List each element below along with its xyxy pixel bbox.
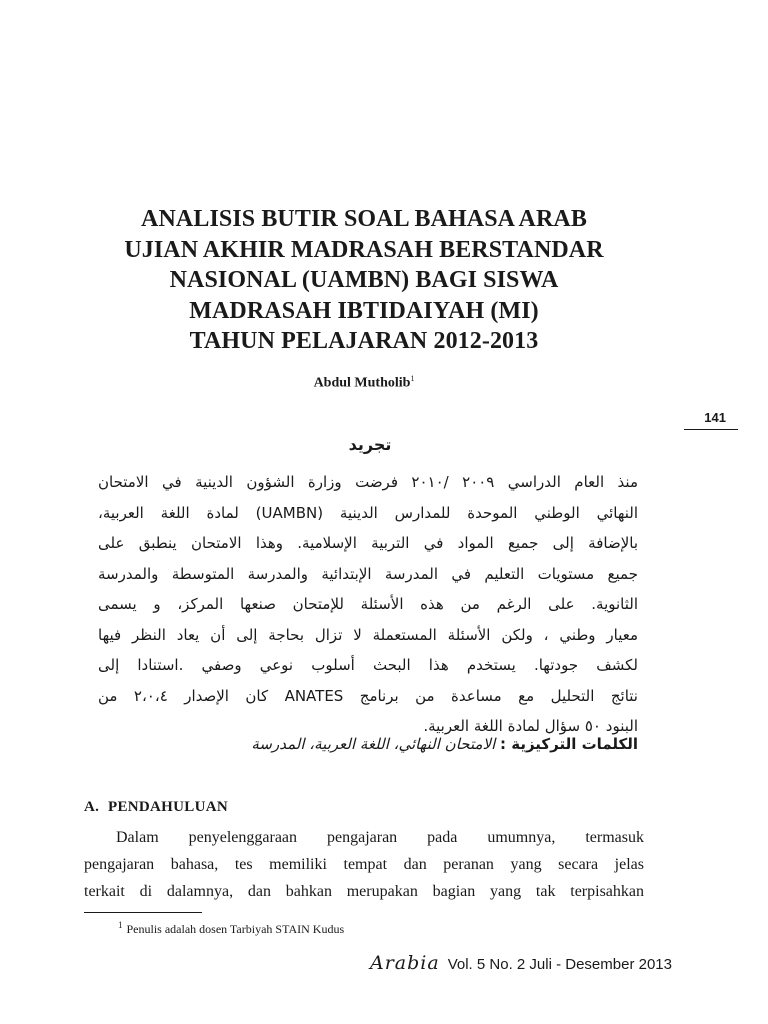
abstract-line: نتائج التحليل مع مساعدة من برنامج ANATES كان الإصدار ٢،٠،٤ من	[98, 686, 638, 705]
journal-footer	[370, 952, 672, 974]
abstract-keywords	[98, 735, 638, 753]
footnote-text: Penulis adalah dosen Tarbiyah STAIN Kudus	[126, 922, 345, 936]
keywords-label: الكلمات التركيزية :	[500, 735, 638, 753]
abstract-line: بالإضافة إلى جميع المواد في التربية الإسلامية. وهذا الامتحان ينطبق على	[98, 534, 638, 552]
footnote-mark: 1	[118, 920, 123, 930]
body-line: pengajaran bahasa, tes memiliki tempat dan peranan yang secara jelas	[84, 856, 644, 873]
abstract-line: معيار وطني ، ولكن الأسئلة المستعملة لا تزال بحاجة إلى أن يعاد النظر فيها	[98, 625, 638, 644]
section-heading	[84, 799, 228, 816]
author-line	[0, 374, 728, 392]
journal-issue: Vol. 5 No. 2 Juli - Desember 2013	[447, 956, 672, 973]
author-name: Abdul Mutholib	[313, 375, 411, 391]
abstract-line: النهائي الوطني الموحدة للمدارس الدينية (UAMBN) لمادة اللغة العربية،	[98, 503, 638, 522]
body-line: terkait di dalamnya, dan bahkan merupakan bagian yang tak terpisahkan	[84, 883, 644, 900]
journal-name: Arabia	[370, 952, 440, 974]
abstract-heading: تجريد	[348, 435, 392, 454]
section-number: A.	[84, 799, 100, 815]
keywords-values: الامتحان النهائي، اللغة العربية، المدرسة	[251, 735, 496, 753]
title-line: TAHUN PELAJARAN 2012-2013	[189, 328, 539, 354]
page-number: 141	[684, 410, 738, 430]
title-line: MADRASAH IBTIDAIYAH (MI)	[189, 297, 539, 324]
title-line: UJIAN AKHIR MADRASAH BERSTANDAR	[124, 236, 604, 263]
title-line: ANALISIS BUTIR SOAL BAHASA ARAB	[141, 206, 587, 232]
footnote-divider	[84, 912, 202, 913]
abstract-line: لكشف جودتها. يستخدم هذا البحث أسلوب نوعي وصفي .استنادا إلى	[98, 656, 638, 674]
abstract-line: جميع مستويات التعليم في المدرسة الإبتدائية والمدرسة المتوسطة والمدرسة	[98, 564, 638, 583]
body-paragraph	[84, 824, 644, 905]
abstract-line: منذ العام الدراسي ٢٠٠٩ /٢٠١٠ فرضت وزارة الشؤون الدينية في الامتحان	[98, 473, 638, 491]
abstract-line: البنود ٥٠ سؤال لمادة اللغة العربية.	[423, 717, 638, 735]
body-line: Dalam penyelenggaraan pengajaran pada umumnya, termasuk	[116, 829, 644, 846]
article-title	[84, 204, 644, 357]
title-line: NASIONAL (UAMBN) BAGI SISWA	[169, 267, 559, 293]
abstract-line: الثانوية. على الرغم من هذه الأسئلة للإمتحان صنعها المركز، و يسمى	[98, 595, 638, 613]
author-footnote-mark: 1	[410, 374, 415, 383]
section-title: PENDAHULUAN	[108, 799, 228, 815]
abstract-body	[98, 467, 638, 742]
footnote	[118, 920, 344, 937]
